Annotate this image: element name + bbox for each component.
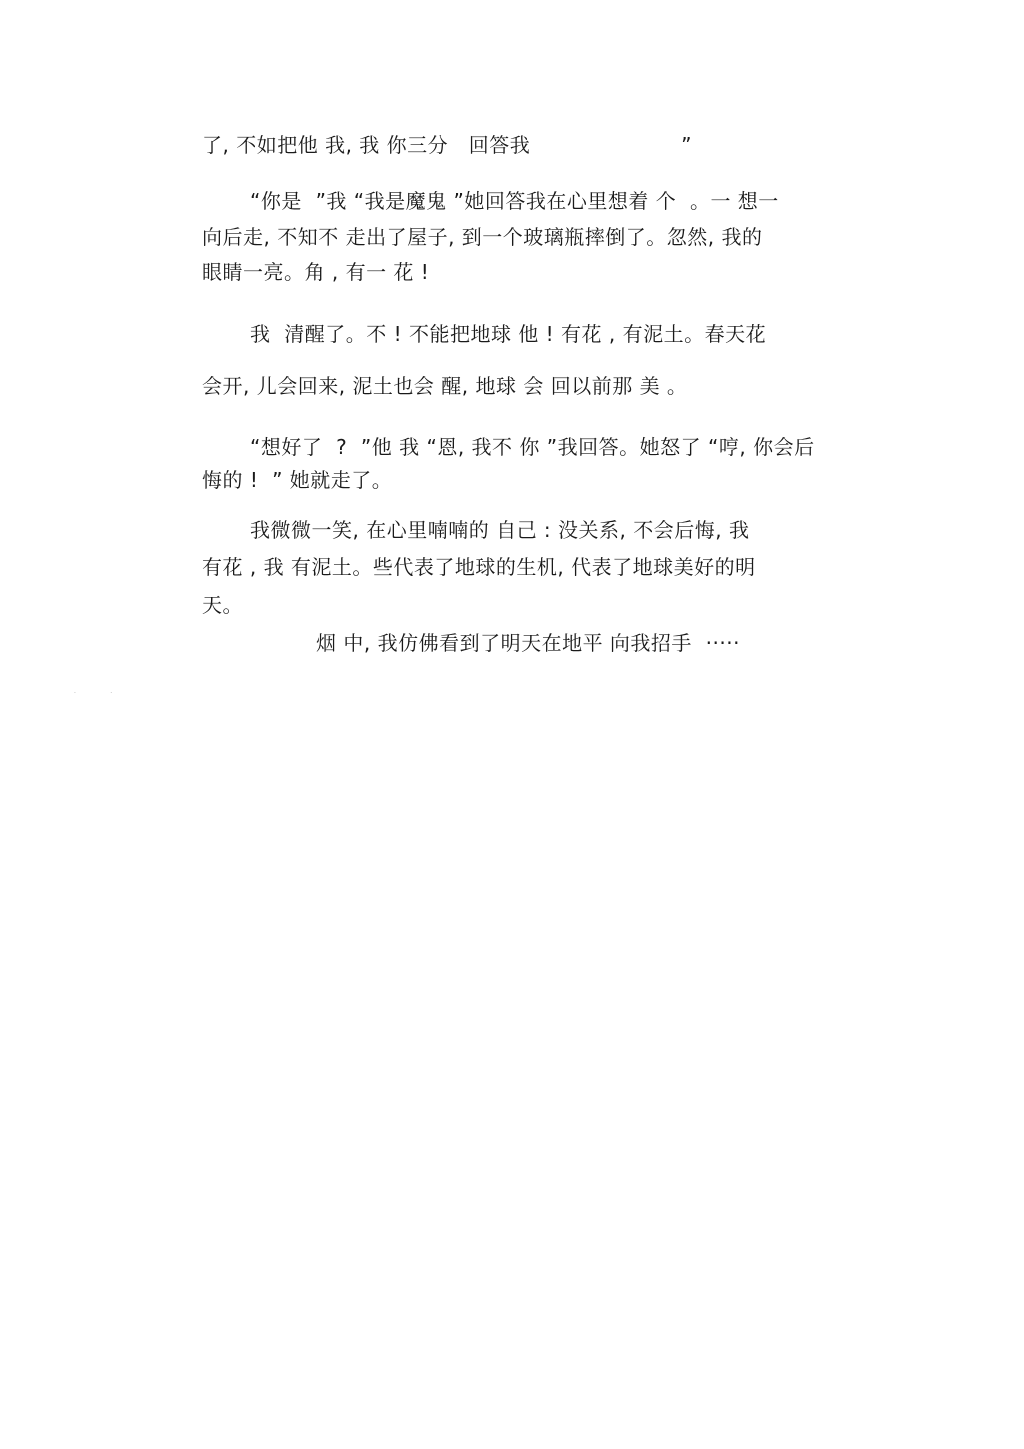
text-line: 向后走, 不知不 走出了屋子, 到一个玻璃瓶摔倒了。忽然, 我的 bbox=[202, 225, 763, 249]
text-line: 了, 不如把他 我, 我 你三分 回答我 ” bbox=[202, 133, 692, 157]
text-line: 我 清醒了。不 ! 不能把地球 他 ! 有花 , 有泥土。春天花 bbox=[250, 322, 767, 346]
text-line: “你是 ”我 “我是魔鬼 ”她回答我在心里想着 个 。一 想一 bbox=[250, 189, 779, 213]
text-line: 我微微一笑, 在心里喃喃的 自己 : 没关系, 不会后悔, 我 bbox=[250, 518, 750, 542]
text-line: 悔的 ! ” 她就走了。 bbox=[202, 468, 393, 492]
text-line: “想好了 ? ”他 我 “恩, 我不 你 ”我回答。她怒了 “哼, 你会后 bbox=[250, 435, 815, 459]
scan-specks: . . bbox=[74, 688, 113, 695]
text-line: 眼睛一亮。角 , 有一 花 ! bbox=[202, 260, 430, 284]
text-line: 有花 , 我 有泥土。些代表了地球的生机, 代表了地球美好的明 bbox=[202, 555, 756, 579]
text-line: 会开, 儿会回来, 泥土也会 醒, 地球 会 回以前那 美 。 bbox=[202, 374, 688, 398]
text-line: 烟 中, 我仿佛看到了明天在地平 向我招手 ····· bbox=[316, 631, 740, 655]
text-line: 天。 bbox=[202, 593, 243, 617]
